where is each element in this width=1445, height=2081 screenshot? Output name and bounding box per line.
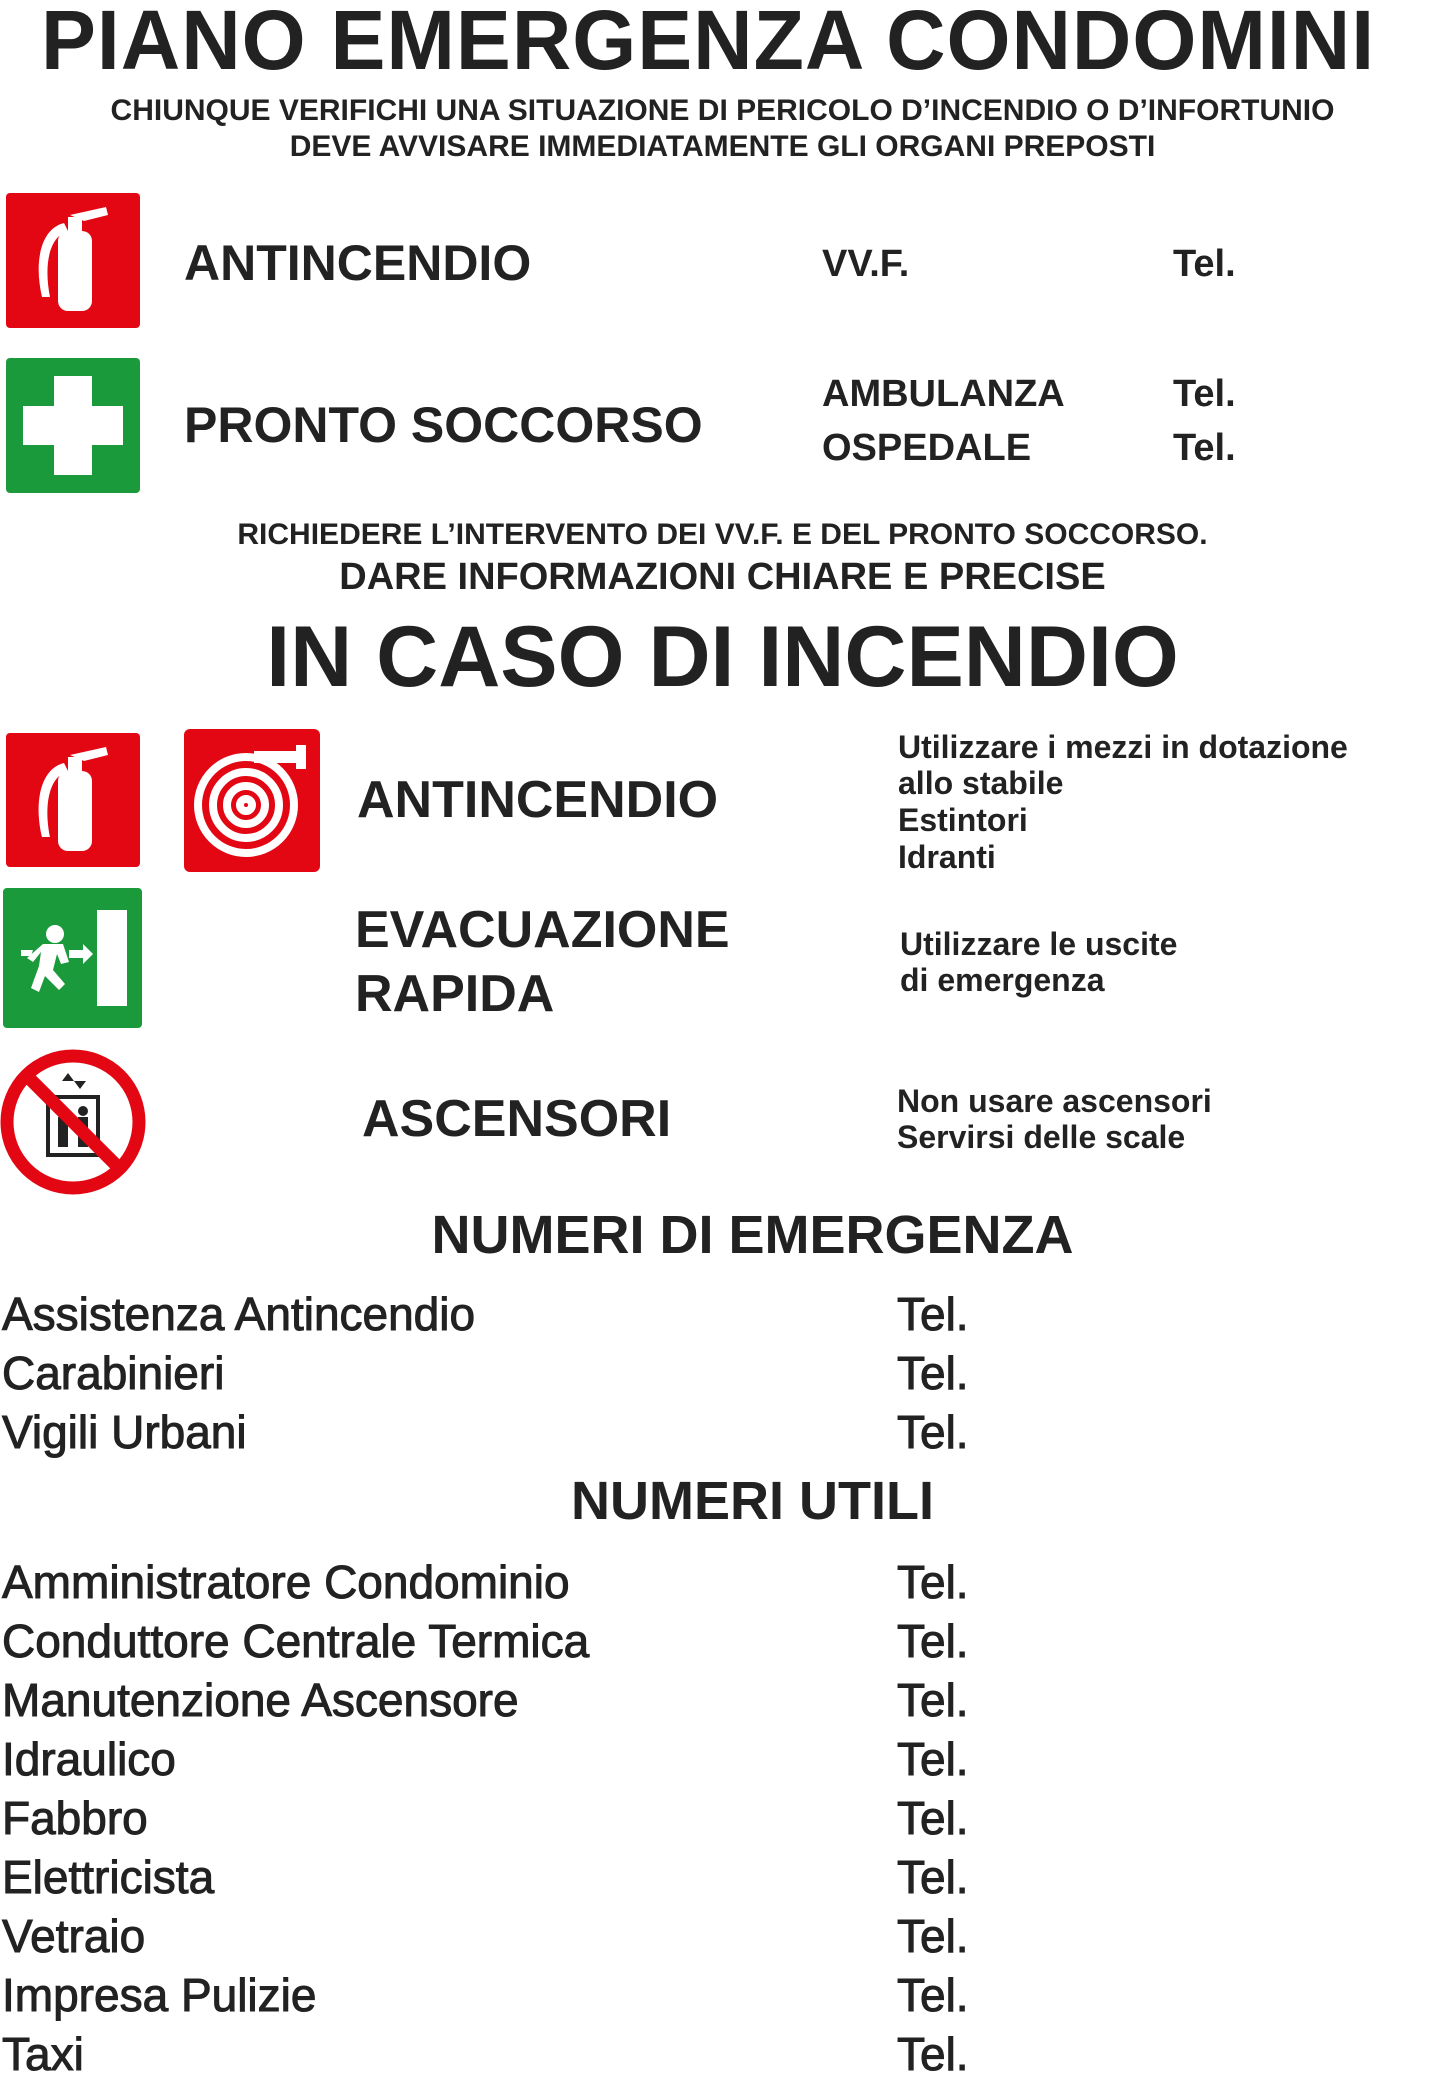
evacuazione-label-line-1: EVACUAZIONE xyxy=(355,901,730,959)
no-elevator-icon xyxy=(0,1049,146,1195)
useful-row-name: Elettricista xyxy=(2,1851,215,1903)
fire-extinguisher-icon xyxy=(6,733,140,867)
vvf-service: VV.F. xyxy=(822,243,910,285)
subtitle-line-1: CHIUNQUE VERIFICHI UNA SITUAZIONE DI PERICOLO D’INCENDIO O D’INFORTUNIO xyxy=(110,94,1335,127)
pronto-soccorso-label: PRONTO SOCCORSO xyxy=(184,397,703,453)
emergency-row-name: Carabinieri xyxy=(2,1347,225,1399)
emergency-row-name: Vigili Urbani xyxy=(2,1406,247,1458)
useful-row-name: Taxi xyxy=(2,2028,84,2080)
evacuazione-label-line-2: RAPIDA xyxy=(355,965,555,1023)
ambulanza-service: AMBULANZA xyxy=(822,373,1065,415)
subtitle-line-2: DEVE AVVISARE IMMEDIATAMENTE GLI ORGANI PREPOSTI xyxy=(289,130,1156,163)
useful-row-tel: Tel. xyxy=(897,1674,969,1726)
useful-row-name: Idraulico xyxy=(2,1733,176,1785)
useful-numbers-heading: NUMERI UTILI xyxy=(571,1471,934,1531)
ambulanza-tel: Tel. xyxy=(1173,373,1236,415)
fire-extinguisher-icon xyxy=(6,193,140,328)
emergency-numbers-heading: NUMERI DI EMERGENZA xyxy=(431,1205,1074,1265)
useful-row-tel: Tel. xyxy=(897,1851,969,1903)
evacuazione-info-2: di emergenza xyxy=(900,962,1105,998)
ascensori-info-1: Non usare ascensori xyxy=(897,1083,1212,1119)
useful-row-tel: Tel. xyxy=(897,1733,969,1785)
fire-hose-icon xyxy=(184,729,320,872)
useful-row-name: Amministratore Condominio xyxy=(2,1556,570,1608)
useful-row-tel: Tel. xyxy=(897,1615,969,1667)
antincendio-label: ANTINCENDIO xyxy=(184,235,532,291)
first-aid-cross-icon xyxy=(6,358,140,493)
useful-row-name: Manutenzione Ascensore xyxy=(2,1674,519,1726)
ascensori-info-2: Servirsi delle scale xyxy=(897,1119,1186,1155)
useful-row-tel: Tel. xyxy=(897,1556,969,1608)
useful-row-name: Impresa Pulizie xyxy=(2,1969,317,2021)
useful-row-name: Vetraio xyxy=(2,1910,146,1962)
ospedale-tel: Tel. xyxy=(1173,427,1236,469)
vvf-tel: Tel. xyxy=(1173,243,1236,285)
fire-case-heading: IN CASO DI INCENDIO xyxy=(266,609,1179,705)
useful-row-tel: Tel. xyxy=(897,1969,969,2021)
notice-line-1: RICHIEDERE L’INTERVENTO DEI VV.F. E DEL PRONTO SOCCORSO. xyxy=(237,518,1208,551)
notice-line-2: DARE INFORMAZIONI CHIARE E PRECISE xyxy=(339,556,1106,598)
emergency-row-tel: Tel. xyxy=(897,1347,969,1399)
evacuazione-info-1: Utilizzare le uscite xyxy=(900,926,1178,962)
emergency-row-tel: Tel. xyxy=(897,1288,969,1340)
fire-antincendio-label: ANTINCENDIO xyxy=(357,771,719,829)
page-title: PIANO EMERGENZA CONDOMINI xyxy=(41,0,1376,87)
ospedale-service: OSPEDALE xyxy=(822,427,1032,469)
emergency-row-name: Assistenza Antincendio xyxy=(2,1288,476,1340)
fire-antincendio-info-2: allo stabile xyxy=(898,765,1064,801)
fire-antincendio-info-3: Estintori xyxy=(898,802,1028,838)
useful-row-tel: Tel. xyxy=(897,1792,969,1844)
fire-antincendio-info-4: Idranti xyxy=(898,839,996,875)
useful-row-tel: Tel. xyxy=(897,1910,969,1962)
useful-row-tel: Tel. xyxy=(897,2028,969,2080)
useful-row-name: Conduttore Centrale Termica xyxy=(2,1615,590,1667)
fire-antincendio-info-1: Utilizzare i mezzi in dotazione xyxy=(898,729,1348,765)
emergency-exit-icon xyxy=(3,888,142,1028)
useful-row-name: Fabbro xyxy=(2,1792,148,1844)
emergency-row-tel: Tel. xyxy=(897,1406,969,1458)
ascensori-label: ASCENSORI xyxy=(362,1090,672,1148)
